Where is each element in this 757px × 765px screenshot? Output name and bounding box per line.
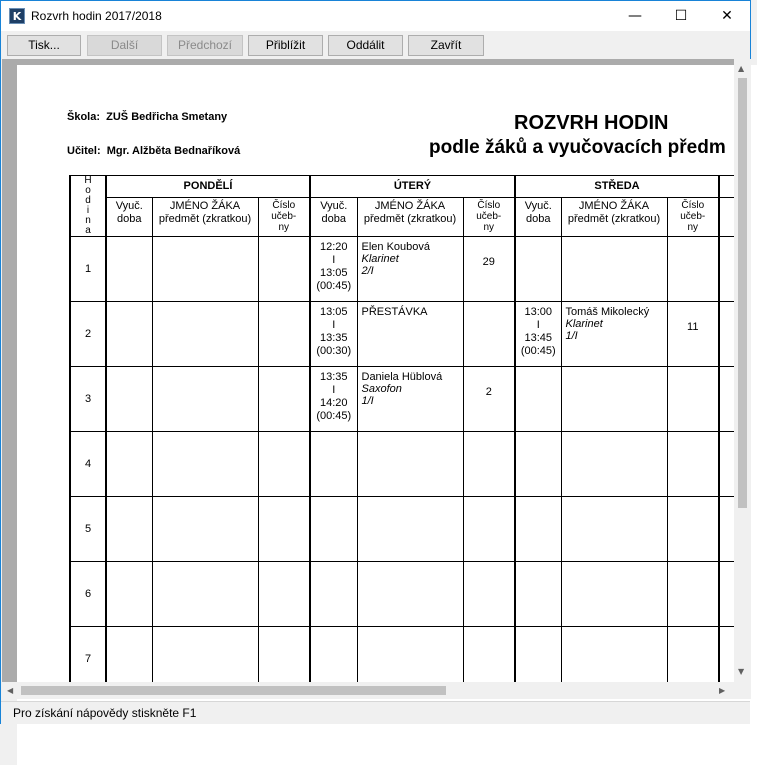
cell-student (152, 302, 258, 367)
scroll-right-arrow-icon[interactable]: ▶ (719, 686, 726, 695)
title-bar[interactable] (1, 1, 750, 31)
cell-room (667, 562, 719, 627)
cell-room (667, 497, 719, 562)
col-header-student: JMÉNO ŽÁKA předmět (zkratkou) (561, 197, 667, 236)
cell-student (152, 562, 258, 627)
zoom-out-button[interactable]: Oddálit (328, 35, 403, 56)
cell-student: PŘESTÁVKA (357, 302, 463, 367)
vertical-scrollbar[interactable] (734, 59, 751, 682)
status-bar: Pro získání nápovědy stiskněte F1 (1, 701, 750, 724)
day-header-tuesday: ÚTERÝ (310, 176, 515, 198)
cell-student: Tomáš Mikolecký Klarinet 1/I (561, 302, 667, 367)
scrollbar-corner (734, 682, 751, 699)
cell-time (106, 497, 152, 562)
report-page (17, 65, 757, 765)
cell-room (258, 237, 310, 302)
cell-room: 29 (463, 237, 515, 302)
col-header-time: Vyuč. doba (310, 197, 357, 236)
cell-room (667, 432, 719, 497)
report-title: ROZVRH HODIN (514, 112, 669, 134)
cell-time (515, 367, 561, 432)
previous-button[interactable]: Předchozí (167, 35, 243, 56)
close-window-button[interactable]: ✕ (721, 8, 733, 24)
cell-student (561, 562, 667, 627)
table-row (70, 302, 749, 367)
cell-time (106, 367, 152, 432)
cell-room (258, 562, 310, 627)
hour-number: 3 (70, 367, 106, 432)
close-button[interactable]: Zavřít (408, 35, 484, 56)
cell-time (515, 562, 561, 627)
hour-number: 4 (70, 432, 106, 497)
cell-student (561, 237, 667, 302)
table-row (70, 237, 749, 302)
horizontal-scroll-thumb[interactable] (21, 686, 446, 695)
cell-room (463, 432, 515, 497)
cell-room: 2 (463, 367, 515, 432)
table-row (70, 367, 749, 432)
cell-student (357, 497, 463, 562)
hour-number: 2 (70, 302, 106, 367)
cell-student (152, 497, 258, 562)
maximize-button[interactable]: ☐ (674, 8, 688, 24)
cell-student (561, 497, 667, 562)
col-header-student: JMÉNO ŽÁKA předmět (zkratkou) (357, 197, 463, 236)
hour-number: 7 (70, 627, 106, 692)
vertical-scroll-thumb[interactable] (738, 78, 747, 508)
hodina-header: H o d i n a (70, 176, 106, 237)
cell-time: 13:05 I 13:35 (00:30) (310, 302, 357, 367)
cell-student (152, 432, 258, 497)
col-header-time: Vyuč. doba (106, 197, 152, 236)
col-header-time: Vyuč. doba (515, 197, 561, 236)
next-button[interactable]: Další (87, 35, 162, 56)
cell-room (258, 497, 310, 562)
app-icon: K (9, 8, 25, 24)
timetable (69, 175, 750, 692)
scroll-down-arrow-icon[interactable]: ▼ (738, 667, 745, 676)
col-header-room: Číslo učeb- ny (667, 197, 719, 236)
preview-viewport[interactable] (2, 59, 734, 682)
cell-student (357, 432, 463, 497)
zoom-in-button[interactable]: Přiblížit (248, 35, 323, 56)
hour-number: 5 (70, 497, 106, 562)
window-title: Rozvrh hodin 2017/2018 (31, 9, 162, 23)
cell-time (515, 497, 561, 562)
cell-student (152, 367, 258, 432)
print-button[interactable]: Tisk... (7, 35, 81, 56)
cell-time (310, 562, 357, 627)
cell-room (258, 432, 310, 497)
cell-time (310, 432, 357, 497)
toolbar (1, 32, 750, 58)
cell-room (463, 302, 515, 367)
cell-time (106, 237, 152, 302)
cell-room (667, 367, 719, 432)
cell-time (106, 432, 152, 497)
table-row (70, 432, 749, 497)
col-header-room: Číslo učeb- ny (463, 197, 515, 236)
day-header-monday: PONDĚLÍ (106, 176, 310, 198)
col-header-room: Číslo učeb- ny (258, 197, 310, 236)
cell-room: 11 (667, 302, 719, 367)
cell-time: 13:00 I 13:45 (00:45) (515, 302, 561, 367)
hour-number: 1 (70, 237, 106, 302)
cell-student: Daniela Hüblová Saxofon 1/I (357, 367, 463, 432)
table-row (70, 562, 749, 627)
hour-number: 6 (70, 562, 106, 627)
report-subtitle: podle žáků a vyučovacích předm (429, 137, 726, 158)
scroll-up-arrow-icon[interactable]: ▲ (738, 64, 745, 73)
cell-student (561, 367, 667, 432)
cell-time (310, 497, 357, 562)
table-row (70, 497, 749, 562)
cell-room (258, 367, 310, 432)
cell-student (561, 432, 667, 497)
cell-room (463, 562, 515, 627)
cell-time: 12:20 I 13:05 (00:45) (310, 237, 357, 302)
cell-room (258, 302, 310, 367)
col-header-student: JMÉNO ŽÁKA předmět (zkratkou) (152, 197, 258, 236)
cell-time (515, 432, 561, 497)
horizontal-scrollbar[interactable] (2, 682, 734, 699)
school-label: Škola: ZUŠ Bedřicha Smetany (67, 111, 228, 123)
minimize-button[interactable]: — (628, 8, 642, 24)
cell-student (357, 562, 463, 627)
cell-time (515, 237, 561, 302)
teacher-name: Mgr. Alžběta Bednaříková (106, 145, 241, 157)
scroll-left-arrow-icon[interactable]: ◀ (7, 686, 14, 695)
cell-room (463, 497, 515, 562)
day-header-wednesday: STŘEDA (515, 176, 719, 198)
teacher-label: Učitel: Mgr. Alžběta Bednaříková (67, 145, 241, 157)
cell-room (667, 237, 719, 302)
cell-student (152, 237, 258, 302)
school-name: ZUŠ Bedřicha Smetany (106, 111, 228, 123)
cell-time: 13:35 I 14:20 (00:45) (310, 367, 357, 432)
cell-student: Elen Koubová Klarinet 2/I (357, 237, 463, 302)
cell-time (106, 302, 152, 367)
cell-time (106, 562, 152, 627)
